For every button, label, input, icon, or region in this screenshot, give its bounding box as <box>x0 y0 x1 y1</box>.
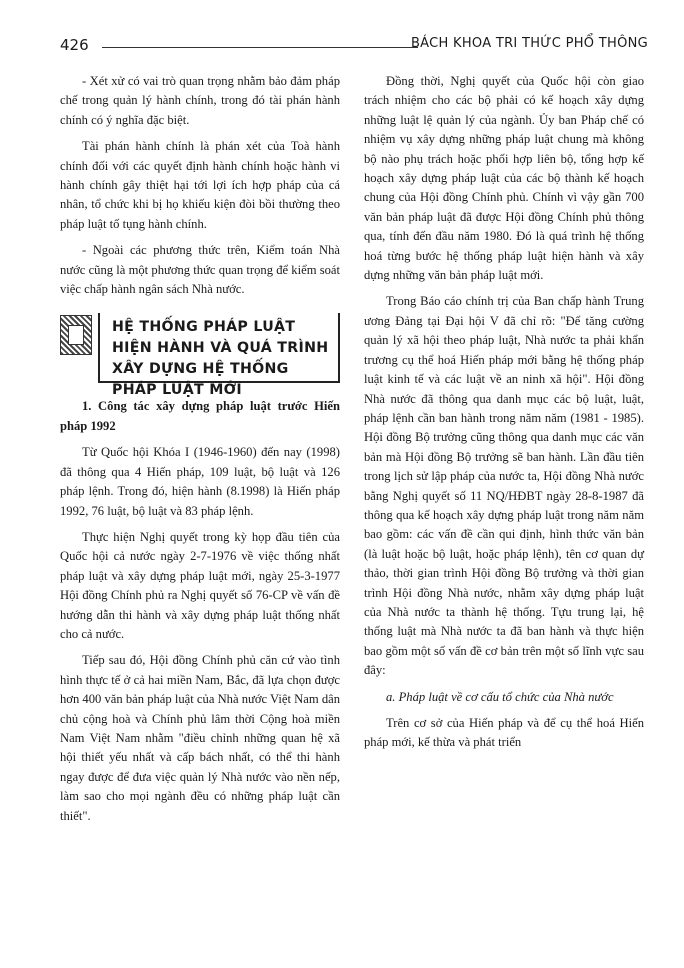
paragraph: Thực hiện Nghị quyết trong kỳ họp đầu tiên của Quốc hội cả nước ngày 2-7-1976 về việc thống nhất pháp luật và xây dựng pháp luật mới, ngày 25-3-1977 Hội đồng Chính phủ ra Nghị quyết số 76-CP về vấn đề hướng dẫn thi hành và xây dựng pháp luật thống nhất cho cả nước. <box>60 529 340 641</box>
section-title: HỆ THỐNG PHÁP LUẬT HIỆN HÀNH VÀ QUÁ TRÌNH XÂY DỰNG HỆ THỐNG PHÁP LUẬT MỚI <box>112 319 329 399</box>
right-column <box>364 72 644 760</box>
left-column <box>60 72 340 833</box>
section-heading-box <box>60 313 340 399</box>
section-emblem-icon <box>60 315 92 355</box>
paragraph: - Xét xử có vai trò quan trọng nhằm bảo đảm pháp chế trong quản lý hành chính, trong đó tài phán hành chính có ý nghĩa đặc biệt. <box>60 74 340 127</box>
paragraph: - Ngoài các phương thức trên, Kiểm toán Nhà nước cũng là một phương thức quan trọng để kiểm soát việc chấp hành ngân sách Nhà nước. <box>60 243 340 297</box>
paragraph: Trên cơ sở của Hiến pháp và để cụ thể hoá Hiến pháp mới, kế thừa và phát triển <box>364 716 644 750</box>
paragraph: Tiếp sau đó, Hội đồng Chính phủ căn cứ vào tình hình thực tế ở cả hai miền Nam, Bắc, đã lựa chọn được hơn 400 văn bản pháp luật của Nhà nước Việt Nam dân chủ cộng hoà và Chính phủ lâm thời Cộng hoà miền Nam Việt Nam nhằm "điều chỉnh những quan hệ xã hội thiết yếu nhất và cấp bách nhất, có thể thi hành ngay được để đưa việc quản lý Nhà nước vào nền nếp, làm sao cho mọi ngành đều có những pháp luật cần thiết". <box>60 653 340 823</box>
italic-subheading: a. Pháp luật về cơ cấu tổ chức của Nhà nước <box>386 689 614 704</box>
paragraph: Tài phán hành chính là phán xét của Toà hành chính đối với các quyết định hành chính hoặc hành vi hành chính gây thiệt hại tới lợi ích hợp pháp của cá nhân, tổ chức khi bị họ khiếu kiện đòi bồi thường theo pháp luật tố tụng hành chính. <box>60 139 340 231</box>
paragraph: Từ Quốc hội Khóa I (1946-1960) đến nay (1998) đã thông qua 4 Hiến pháp, 109 luật, bộ luật và 126 pháp lệnh. Trong đó, hiện hành (8.1998) là Hiến pháp 1992, 76 luật, bộ luật và 83 pháp lệnh. <box>60 445 340 518</box>
page-header <box>60 30 648 60</box>
subsection-title: 1. Công tác xây dựng pháp luật trước Hiến pháp 1992 <box>60 399 340 433</box>
paragraph: Đồng thời, Nghị quyết của Quốc hội còn giao trách nhiệm cho các bộ phải có kế hoạch xây dựng những luật lệ quản lý của ngành. Ủy ban Pháp chế có nhiệm vụ xây dựng những pháp luật chung mà không bộ nào phụ trách hoặc phối hợp liên bộ, tổng hợp kế hoạch xây dựng pháp luật của các bộ thành kế hoạch chung của Hội đồng Chính phủ. Chính vì vậy gần 700 văn bản pháp luật đã được Hội đồng Chính phủ thông qua, tính đến đầu năm 1980. Đó là quá trình hệ thống hoá từng bước hệ thống pháp luật hiện hành và xây dựng những văn bản pháp luật mới. <box>364 74 644 283</box>
paragraph: Trong Báo cáo chính trị của Ban chấp hành Trung ương Đảng tại Đại hội V đã chỉ rõ: "Để tăng cường quản lý xã hội theo pháp luật, Nhà nước ta phải khẩn trương cụ thể hoá Hiến pháp mới bằng hệ thống pháp luật kinh tế và các luật về an ninh xã hội". Hội đồng Nhà nước đã thông qua danh mục các bộ luật, luật, pháp lệnh cần ban hành trong năm năm (1981 - 1985). Hội đồng Bộ trưởng cũng thông qua danh mục các văn bản mà Hội đồng Bộ trưởng sẽ ban hành. Lần đầu tiên trong lịch sử lập pháp của nước ta, Hội đồng Nhà nước bằng Nghị quyết số 11 NQ/HĐBT ngày 28-8-1987 đã thông qua kế hoạch xây dựng pháp luật trong năm năm bao gồm: các vấn đề cần qui định, hình thức văn bản (là luật hoặc bộ luật, hoặc pháp lệnh), tên cơ quan dự thảo, thời gian trình Hội đồng Bộ trưởng và thời gian trình Hội đồng Nhà nước, nhằm xây dựng pháp luật của Nhà nước ta thành hệ thống. Tựu trung lại, hệ thống luật mà Nhà nước ta đã ban hành và thực hiện bao gồm một số vấn đề cơ bản trên một số lĩnh vực sau đây: <box>364 294 644 678</box>
book-title: BÁCH KHOA TRI THỨC PHỔ THÔNG <box>410 36 648 51</box>
page-number: 426 <box>60 36 89 54</box>
section-title-frame <box>98 313 340 399</box>
header-rule <box>102 47 418 48</box>
